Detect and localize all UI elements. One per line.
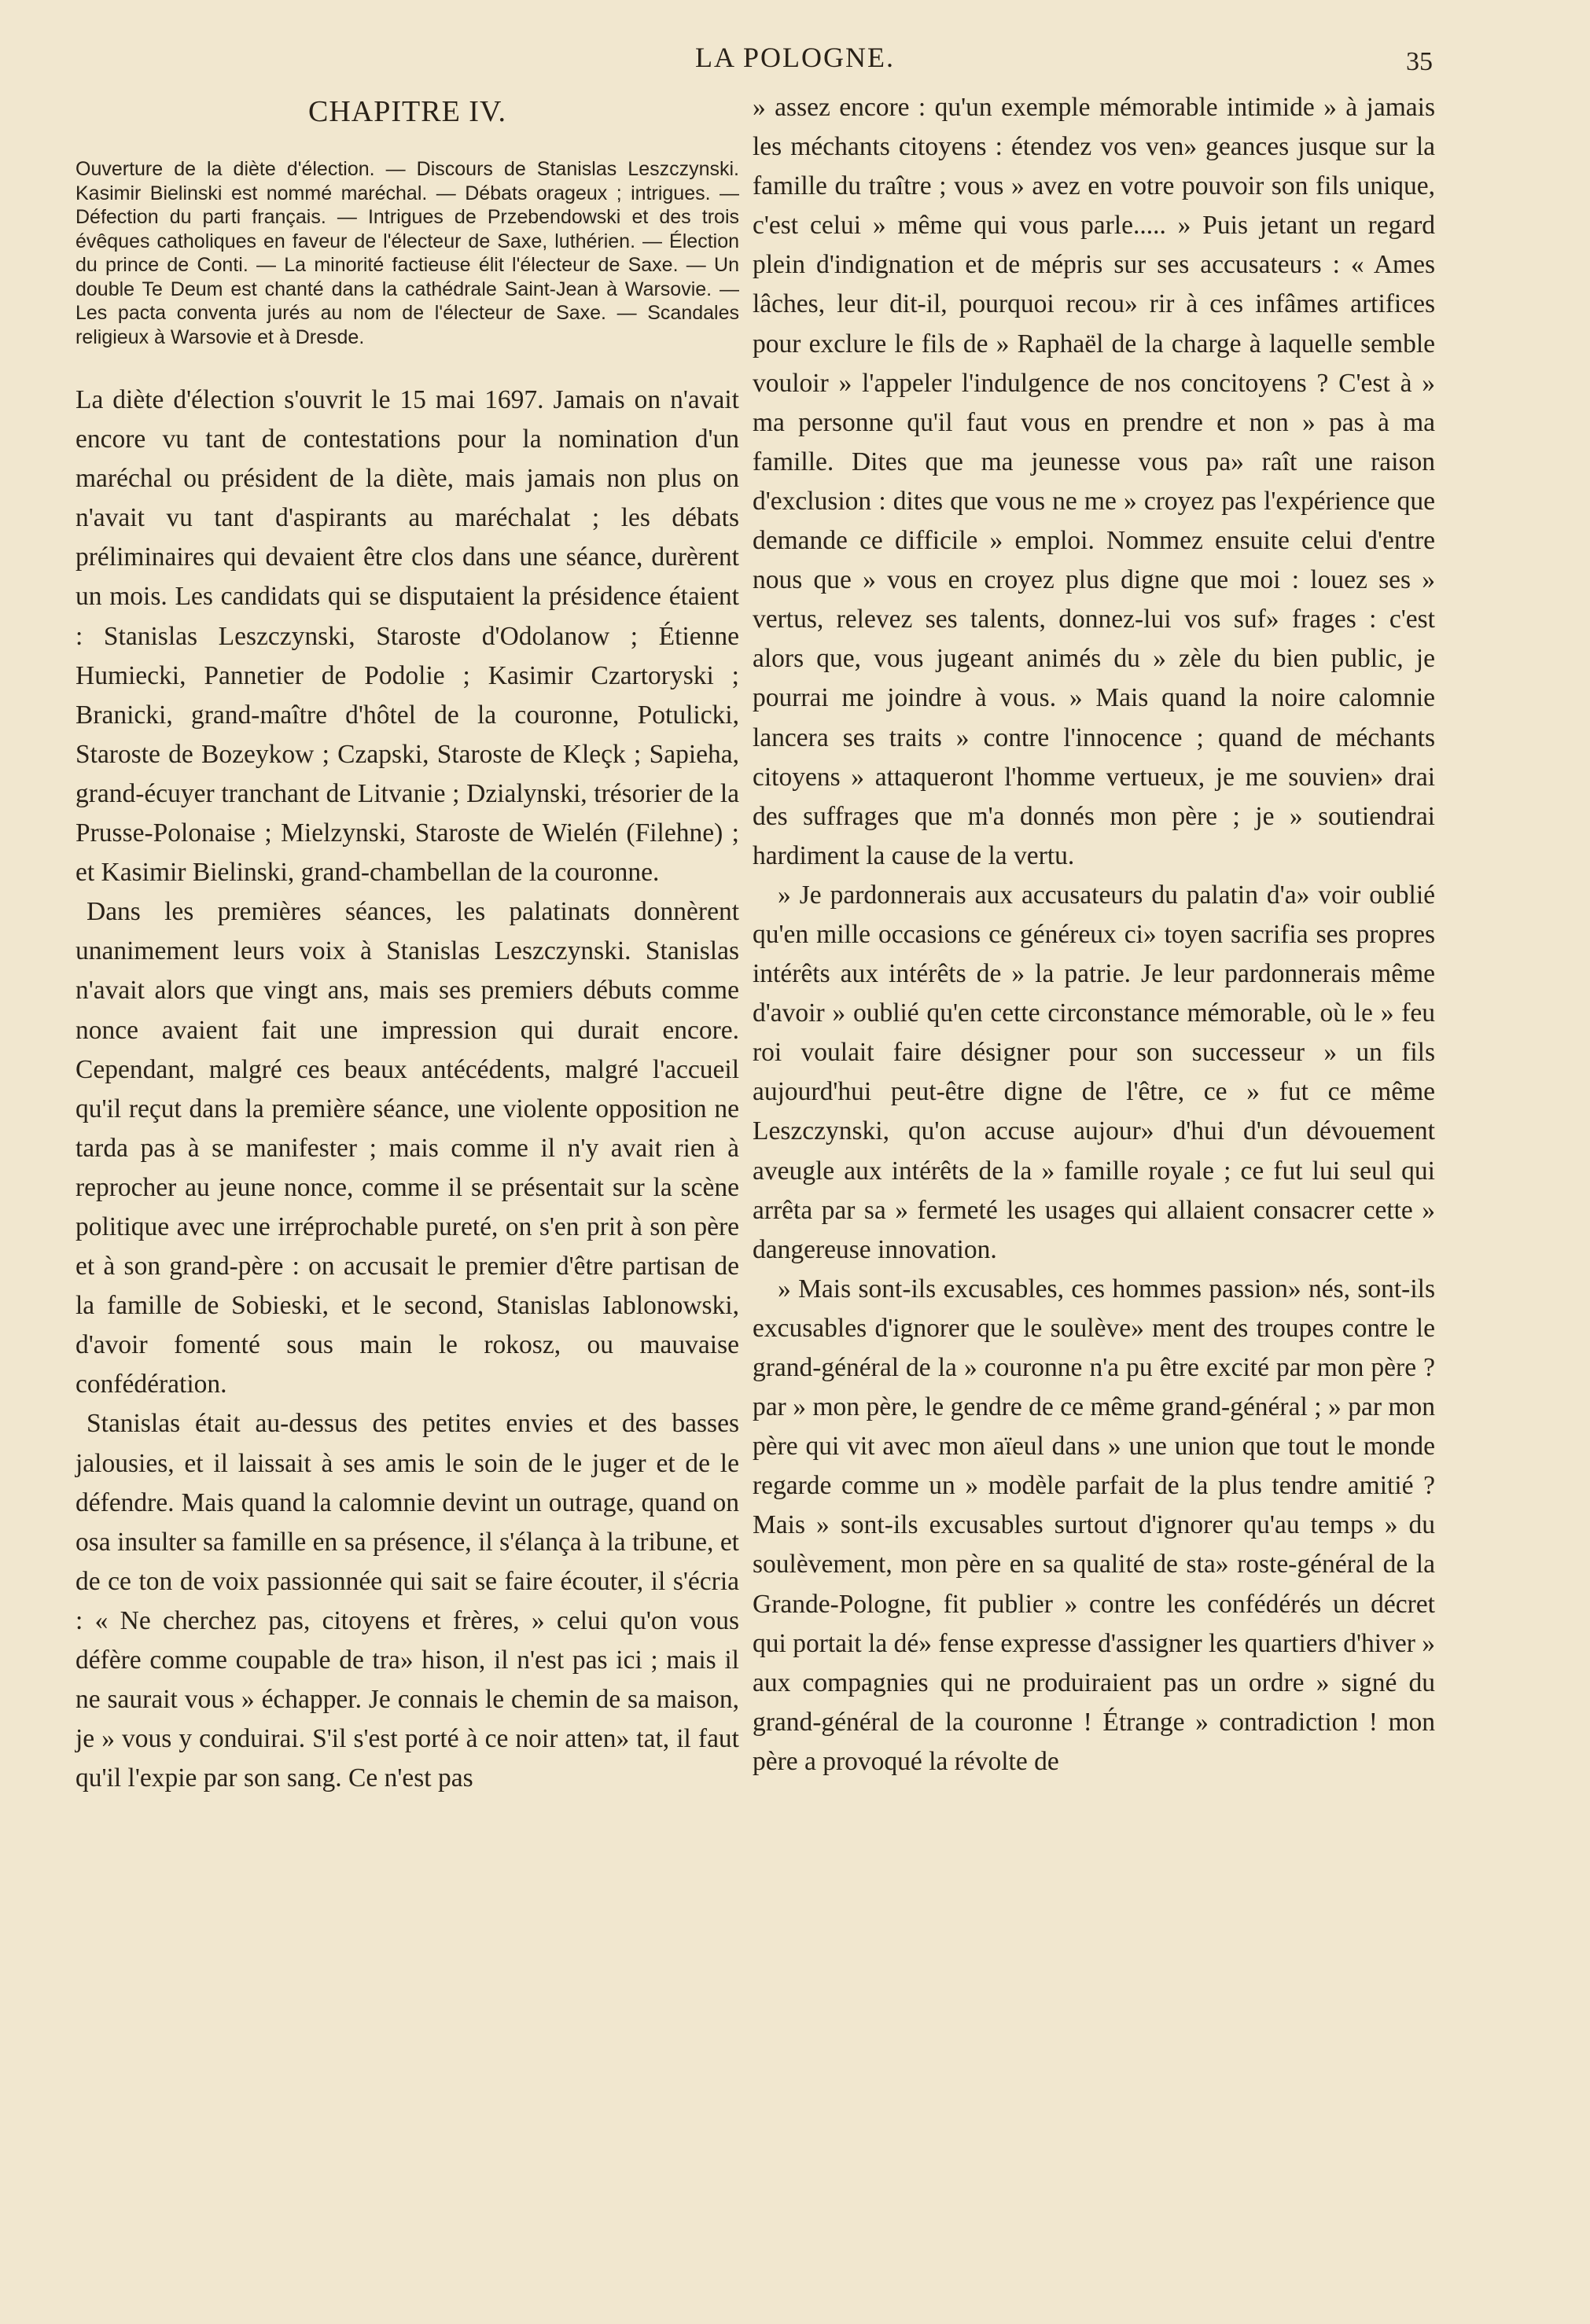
left-body-text bbox=[75, 381, 739, 1798]
page-number: 35 bbox=[1406, 47, 1433, 76]
left-column bbox=[75, 88, 739, 1798]
running-head bbox=[0, 41, 1590, 88]
chapter-title: CHAPITRE IV. bbox=[308, 95, 506, 128]
chapter-summary: Ouverture de la diète d'élection. — Discours de Stanislas Leszczynski. Kasimir Bielinski est nommé maréchal. — Débats orageux ; intrigues. — Défection du parti français. — Intrigues de Przebendowski et des trois évêques catholiques en faveur de l'électeur de Saxe, luthérien. — Élection du prince de Conti. — La minorité factieuse élit l'électeur de Saxe. — Un double Te Deum est chanté dans la cathédrale Saint-Jean à Warsovie. — Les pacta conventa jurés au nom de l'électeur de Saxe. — Scandales religieux à Warsovie et à Dresde. bbox=[75, 158, 739, 348]
right-column bbox=[753, 88, 1435, 1782]
quote-paragraph: » Je pardonnerais aux accusateurs du palatin d'a» voir oublié qu'en mille occasions ce généreux ci» toyen sacrifia ses propres intérêts aux intérêts de » la patrie. Je leur pardonnerais même d'avoir » oublié qu'en cette circonstance mémorable, où le » feu roi voulait faire désigner pour son successeur » un fils aujourd'hui peut-être digne de l'être, ce » fut ce même Leszczynski, qu'on accuse aujour» d'hui d'un dévouement aveugle aux intérêts de la » famille royale ; ce fut lui seul qui arrêta par sa » fermeté les usages qui allaient consacrer cette » dangereuse innovation. bbox=[753, 880, 1435, 1264]
running-title: LA POLOGNE. bbox=[695, 42, 895, 73]
quote-paragraph: » assez encore : qu'un exemple mémorable intimide » à jamais les méchants citoyens : étendez vos ven» geances jusque sur la famille du traître ; vous » avez en votre pouvoir son fils unique, c'est celui » même qui vous parle..... » Puis jetant un regard plein d'indignation et de mépris sur ses accusateurs : « Ames lâches, leur dit-il, pourquoi recou» rir à ces infâmes artifices pour exclure le fils de » Raphaël de la charge à laquelle semble vouloir » l'appeler l'indulgence de nos concitoyens ? C'est à » ma personne qu'il faut vous en prendre et non » pas à ma famille. Dites que ma jeunesse vous pa» raît une raison d'exclusion : dites que vous ne me » croyez pas l'expérience que demande ce difficile » emploi. Nommez ensuite celui d'entre nous que » vous en croyez plus digne que moi : louez ses » vertus, relevez ses talents, donnez-lui vos suf» frages : c'est alors que, vous jugeant animés du » zèle du bien public, je pourrai me joindre à vous. » Mais quand la noire calomnie lancera ses traits » contre l'innocence ; quand de méchants citoyens » attaqueront l'homme vertueux, je me souvien» drai des suffrages que m'a donnés mon père ; je » soutiendrai hardiment la cause de la vertu. bbox=[753, 93, 1435, 870]
paragraph: Dans les premières séances, les palatinats donnèrent unanimement leurs voix à Stanislas Leszczynski. Stanislas n'avait alors que vingt ans, mais ses premiers débuts comme nonce avaient fait une impression qui durait encore. Cependant, malgré ces beaux antécédents, malgré l'accueil qu'il reçut dans la première séance, une violente opposition ne tarda pas à se manifester ; mais comme il n'y avait rien à reprocher au jeune nonce, comme il se présentait sur la scène politique avec une irréprochable pureté, on s'en prit à son père et à son grand-père : on accusait le premier d'être partisan de la famille de Sobieski, et le second, Stanislas Iablonowski, d'avoir fomenté sous main le rokosz, ou mauvaise confédération. bbox=[75, 897, 739, 1399]
paragraph: La diète d'élection s'ouvrit le 15 mai 1697. Jamais on n'avait encore vu tant de contestations pour la nomination d'un maréchal ou président de la diète, mais jamais non plus on n'avait vu tant d'aspirants au maréchalat ; les débats préliminaires qui devaient être clos dans une séance, durèrent un mois. Les candidats qui se disputaient la présidence étaient : Stanislas Leszczynski, Staroste d'Odolanow ; Étienne Humiecki, Pannetier de Podolie ; Kasimir Czartoryski ; Branicki, grand-maître d'hôtel de la couronne, Potulicki, Staroste de Bozeykow ; Czapski, Staroste de Kleçk ; Sapieha, grand-écuyer tranchant de Litvanie ; Dzialynski, trésorier de la Prusse-Polonaise ; Mielzynski, Staroste de Wielén (Filehne) ; et Kasimir Bielinski, grand-chambellan de la couronne. bbox=[75, 385, 739, 888]
paragraph: Stanislas était au-dessus des petites envies et des basses jalousies, et il laissait à ses amis le soin de le juger et de le défendre. Mais quand la calomnie devint un outrage, quand on osa insulter sa famille en sa présence, il s'élança à la tribune, et de ce ton de voix passionnée qui sait se faire écouter, il s'écria : « Ne cherchez pas, citoyens et frères, » celui qu'on vous défère comme coupable de tra» hison, il n'est pas ici ; mais il ne saurait vous » échapper. Je connais le chemin de sa maison, je » vous y conduirai. S'il s'est porté à ce noir atten» tat, il faut qu'il l'expie par son sang. Ce n'est pas bbox=[75, 1409, 739, 1793]
quote-paragraph: » Mais sont-ils excusables, ces hommes passion» nés, sont-ils excusables d'ignorer que le soulève» ment des troupes contre le grand-général de la » couronne n'a pu être excité par mon père ? par » mon père, le gendre de ce même grand-général ; » par mon père qui vit avec mon aïeul dans » une union que tout le monde regarde comme un » modèle parfait de la plus tendre amitié ? Mais » sont-ils excusables surtout d'ignorer qu'au temps » du soulèvement, mon père en sa qualité de sta» roste-général de la Grande-Pologne, fit publier » contre les confédérés un décret qui portait la dé» fense expresse d'assigner les quartiers d'hiver » aux compagnies qui ne produiraient pas un ordre » signé du grand-général de la couronne ! Étrange » contradiction ! mon père a provoqué la révolte de bbox=[753, 1274, 1435, 1776]
